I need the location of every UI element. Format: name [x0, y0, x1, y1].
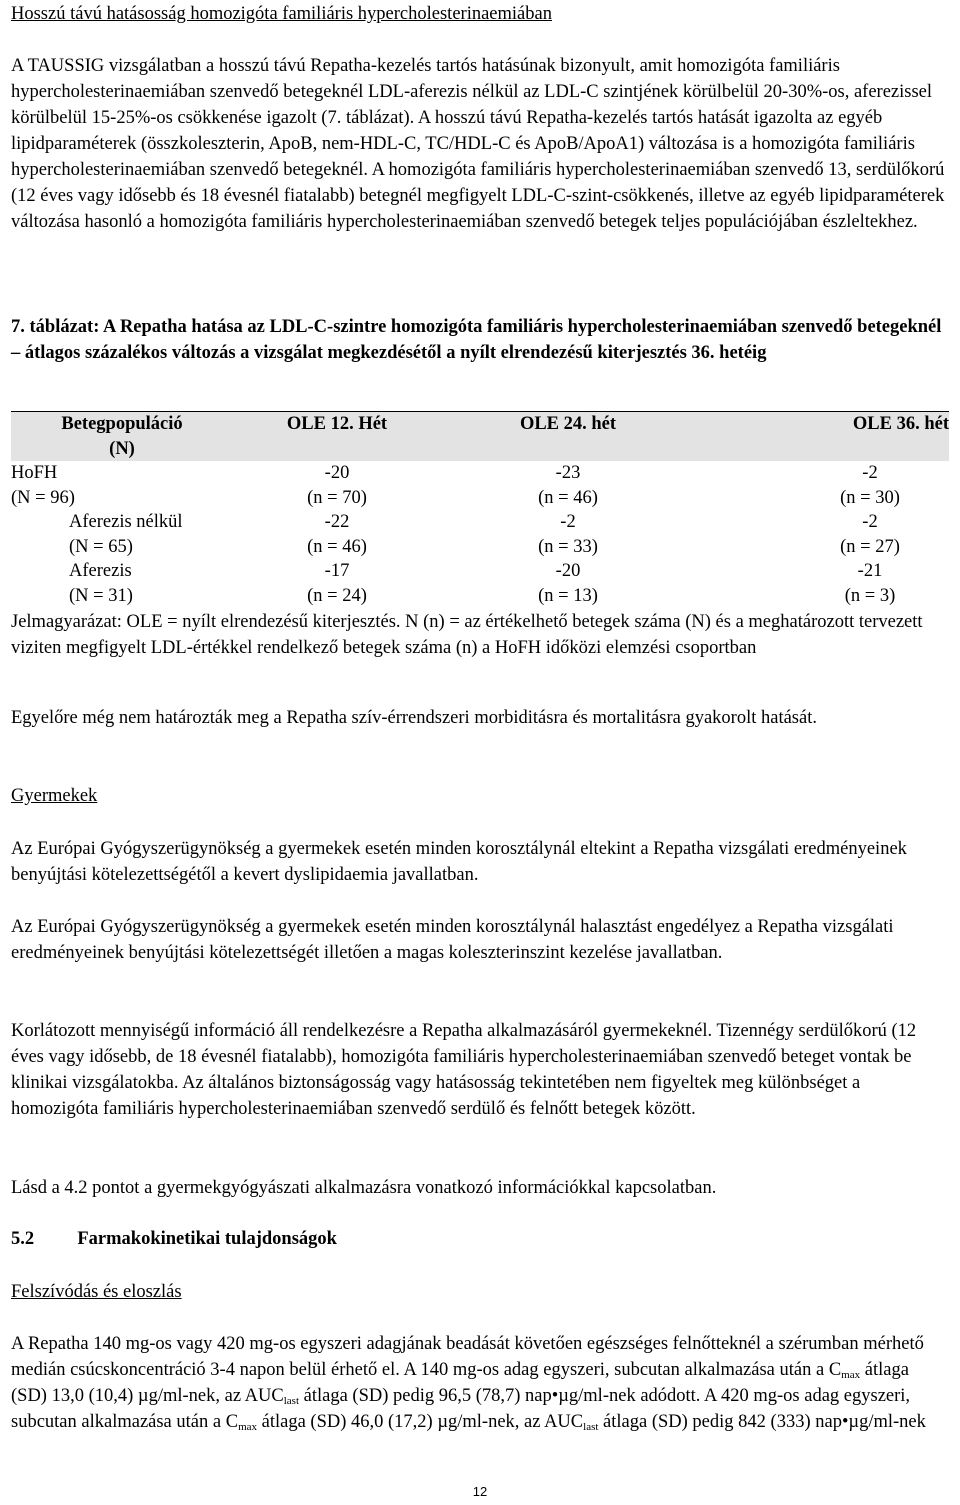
row-n-text: (N = 96): [11, 487, 75, 508]
cell-n: (n = 46): [538, 487, 598, 508]
row-label: [11, 510, 221, 559]
children-paragraph-1: Az Európai Gyógyszerügynökség a gyermekek esetén minden korosztálynál eltekint a Repatha vizsgálati eredményeinek benyújtási kötelezettségétől a kevert dyslipidaemia javallatban.: [11, 839, 907, 885]
cell-ole36: [683, 559, 949, 608]
cell-n: (n = 24): [307, 585, 367, 606]
table-header-row: [11, 412, 949, 462]
row-label-text: HoFH: [11, 463, 58, 483]
children-paragraph-4: Lásd a 4.2 pontot a gyermekgyógyászati alkalmazásra vonatkozó információkkal kapcsolatban.: [11, 1178, 717, 1198]
cell-ole12: [221, 559, 453, 608]
table-caption: 7. táblázat: A Repatha hatása az LDL-C-szintre homozigóta familiáris hypercholesterinaemiában szenvedő betegeknél – átlagos százalékos változás a vizsgálat megkezdésétől a nyílt elrendezésű kiterjesztés 36. hetéig: [11, 317, 942, 363]
cell-n: (n = 46): [307, 536, 367, 557]
pk-paragraph: [11, 1331, 949, 1435]
header-population-line2: (N): [109, 438, 135, 459]
cell-ole12: [221, 510, 453, 559]
children-paragraph-2: Az Európai Gyógyszerügynökség a gyermekek esetén minden korosztálynál halasztást engedélyez a Repatha vizsgálati eredményeinek benyújtási kötelezettségét illetően a magas koleszterinszint kezelése javallatban.: [11, 917, 894, 963]
header-population-line1: Betegpopuláció: [61, 414, 183, 434]
section-52-number: 5.2: [11, 1229, 35, 1249]
header-ole36: OLE 36. hét: [683, 412, 949, 462]
children-paragraph-3: Korlátozott mennyiségű információ áll rendelkezésre a Repatha alkalmazásáról gyermekeknél. Tizennégy serdülőkorú (12 éves vagy idősebb, de 18 évesnél fiatalabb), homozigóta familiáris hypercholesterinaemiában szenvedő beteget vontak be klinikai vizsgálatokba. Az általános biztonságosság vagy hatásosság tekintetében nem figyeltek meg különbséget a homozigóta familiáris hypercholesterinaemiában szenvedő serdülő és felnőtt betegek között.: [11, 1021, 917, 1119]
intro-paragraph: A TAUSSIG vizsgálatban a hosszú távú Repatha-kezelés tartós hatásúnak bizonyult, amit homozigóta familiáris hypercholesterinaemiában szenvedő betegeknél LDL-aferezis nélkül az LDL-C szintjének körülbelül 20-30%-os, aferezissel körülbelül 15-25%-os csökkenése igazolt (7. táblázat). A hosszú távú Repatha-kezelés tartós hatását igazolta az egyéb lipidparaméterek (összkoleszterin, ApoB, nem-HDL-C, TC/HDL-C és ApoB/ApoA1) változása is a homozigóta familiáris hypercholesterinaemiában szenvedő betegeknél. A homozigóta familiáris hypercholesterinaemiában szenvedő 13, serdülőkorú (12 éves vagy idősebb és 18 évesnél fiatalabb) betegnél megfigyelt LDL-C-szint-csökkenés, illetve az egyéb lipidparaméterek változása hasonló a homozigóta familiáris hypercholesterinaemiában szenvedő betegek teljes populációjában észleltekhez.: [11, 56, 945, 232]
cell-n: (n = 30): [840, 487, 900, 508]
cell-value: -2: [862, 512, 878, 532]
section-52-title: Farmakokinetikai tulajdonságok: [77, 1229, 337, 1249]
cell-value: -23: [555, 463, 581, 483]
pk-sub-last-1: last: [283, 1395, 299, 1407]
row-label-text: Aferezis nélkül: [69, 512, 183, 532]
cell-ole12: [221, 461, 453, 510]
table-row: [11, 510, 949, 559]
pk-sub-max-1: max: [841, 1369, 861, 1381]
row-label: [11, 559, 221, 608]
cell-n: (n = 27): [840, 536, 900, 557]
cell-n: (n = 13): [538, 585, 598, 606]
pk-text-4: átlaga (SD) 46,0 (17,2) µg/ml-nek, az AUC: [257, 1412, 584, 1432]
row-label-text: Aferezis: [69, 561, 132, 581]
cell-ole36: [683, 510, 949, 559]
cell-ole24: [453, 510, 683, 559]
cell-value: -21: [857, 561, 883, 581]
pk-sub-last-2: last: [583, 1421, 599, 1433]
pk-text-1: A Repatha 140 mg-os vagy 420 mg-os egyszeri adagjának beadását követően egészséges felnőtteknél a szérumban mérhető medián csúcskoncentráció 3-4 napon belül érhető el. A 140 mg-os adag egyszeri, subcutan alkalmazása után a C: [11, 1334, 924, 1380]
row-n-text: (N = 31): [69, 585, 133, 606]
table-row: [11, 461, 949, 510]
cell-value: -20: [555, 561, 581, 581]
page-number: 12: [472, 1484, 488, 1499]
cell-value: -22: [324, 512, 350, 532]
pk-text-3: átlaga (SD) pedig 96,5 (78,7) nap•µg/ml-nek adódott. A 420 mg-os adag egyszeri, subcutan alkalmazása után a C: [11, 1386, 911, 1432]
row-label: [11, 461, 221, 510]
ldl-change-table: [11, 411, 949, 608]
cell-value: -2: [862, 463, 878, 483]
cell-ole36: [683, 461, 949, 510]
section-heading: Hosszú távú hatásosság homozigóta familiáris hypercholesterinaemiában: [11, 4, 552, 24]
cell-value: -20: [324, 463, 350, 483]
table-legend: Jelmagyarázat: OLE = nyílt elrendezésű kiterjesztés. N (n) = az értékelhető betegek száma (N) és a meghatározott tervezett viziten megfigyelt LDL-értékkel rendelkező betegek száma (n) a HoFH időközi elemzési csoportban: [11, 612, 923, 658]
absorption-heading: Felszívódás és eloszlás: [11, 1282, 182, 1302]
cell-n: (n = 70): [307, 487, 367, 508]
header-ole24: OLE 24. hét: [453, 412, 683, 462]
pk-sub-max-2: max: [238, 1421, 258, 1433]
header-ole12: OLE 12. Hét: [221, 412, 453, 462]
children-heading: Gyermekek: [11, 786, 98, 806]
cell-value: -17: [324, 561, 350, 581]
section-52-heading: [11, 1226, 337, 1252]
cell-ole24: [453, 461, 683, 510]
cell-n: (n = 33): [538, 536, 598, 557]
cell-value: -2: [560, 512, 576, 532]
pk-text-2: átlaga (SD) 13,0 (10,4) µg/ml-nek, az AUC: [11, 1360, 909, 1406]
cell-n: (n = 3): [844, 585, 896, 606]
morbidity-paragraph: Egyelőre még nem határozták meg a Repatha szív-érrendszeri morbiditásra és mortalitásra gyakorolt hatását.: [11, 708, 817, 728]
cell-ole24: [453, 559, 683, 608]
header-population: [11, 412, 221, 462]
pk-text-5: átlaga (SD) pedig 842 (333) nap•µg/ml-nek: [598, 1412, 926, 1432]
row-n-text: (N = 65): [69, 536, 133, 557]
table-row: [11, 559, 949, 608]
